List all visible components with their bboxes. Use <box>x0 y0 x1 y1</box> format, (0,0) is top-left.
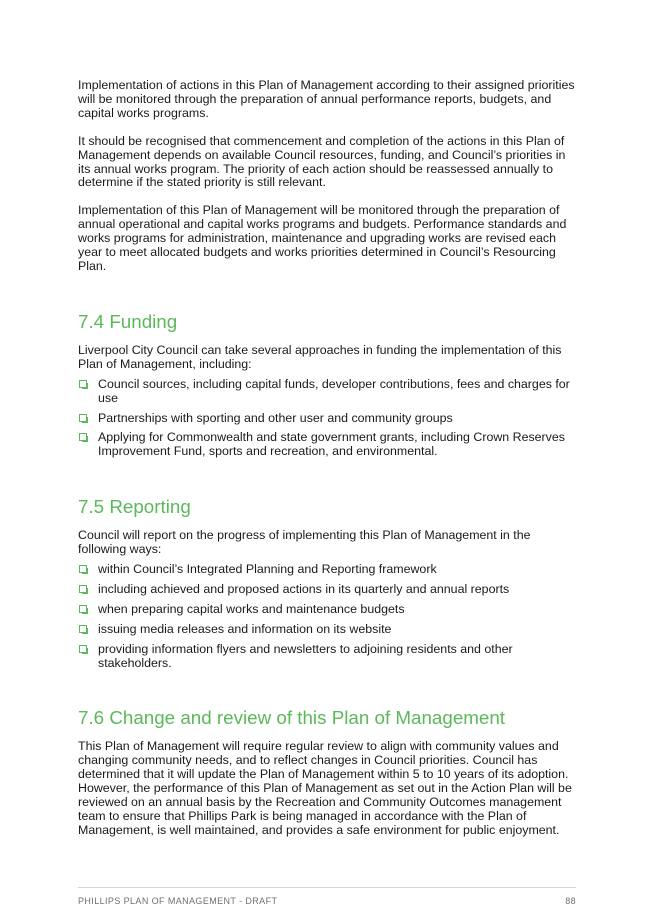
checkbox-square-icon <box>79 585 87 593</box>
list-item-text: providing information flyers and newsletters to adjoining residents and other stakeholders. <box>98 641 513 670</box>
list-item-text: including achieved and proposed actions in its quarterly and annual reports <box>98 581 510 596</box>
checkbox-square-icon <box>79 605 87 613</box>
list-item <box>78 412 578 426</box>
checkbox-square-icon <box>79 625 87 633</box>
checkbox-square-icon <box>79 414 87 422</box>
list-item <box>78 431 578 459</box>
list-item <box>78 378 578 406</box>
list-item-text: Applying for Commonwealth and state government grants, including Crown Reserves Improvement Fund, sports and recreation, and environmental. <box>98 430 565 459</box>
reporting-list <box>78 563 578 670</box>
checkbox-square-icon <box>79 565 87 573</box>
list-item <box>78 583 578 597</box>
list-item <box>78 563 578 577</box>
page-footer <box>78 887 576 906</box>
page-number: 88 <box>565 896 576 906</box>
reporting-intro: Council will report on the progress of implementing this Plan of Management in the following ways: <box>78 528 531 557</box>
section-heading-funding: 7.4 Funding <box>78 310 178 332</box>
list-item <box>78 643 578 671</box>
section-heading-change-review: 7.6 Change and review of this Plan of Management <box>78 707 506 729</box>
list-item-text: Council sources, including capital funds, developer contributions, fees and charges for use <box>98 376 570 405</box>
intro-paragraph-1: Implementation of actions in this Plan of Management according to their assigned priorities will be monitored through the preparation of annual performance reports, budgets, and capital works programs. <box>78 78 575 120</box>
intro-paragraph-3: Implementation of this Plan of Management will be monitored through the preparation of annual operational and capital works programs and budgets. Performance standards and works programs for administration, maintenance and upgrading works are revised each year to meet allocated budgets and works priorities determined in Council’s Resourcing Plan. <box>78 203 567 273</box>
list-item <box>78 603 578 617</box>
checkbox-square-icon <box>79 433 87 441</box>
funding-intro: Liverpool City Council can take several approaches in funding the implementation of this Plan of Management, including: <box>78 342 562 371</box>
footer-title: PHILLIPS PLAN OF MANAGEMENT - DRAFT <box>78 896 278 906</box>
list-item-text: when preparing capital works and maintenance budgets <box>98 601 405 616</box>
change-review-body: This Plan of Management will require regular review to align with community values and changing community needs, and to reflect changes in Council priorities. Council has determined that it will update the Plan of Management within 5 to 10 years of its adoption. However, the performance of this Plan of Management as set out in the Action Plan will be reviewed on an annual basis by the Recreation and Community Outcomes management team to ensure that Phillips Park is being managed in accordance with the Plan of Management, is well maintained, and provides a safe environment for public enjoyment. <box>78 739 572 837</box>
intro-paragraph-2: It should be recognised that commencement and completion of the actions in this Plan of Management depends on available Council resources, funding, and Council’s priorities in its annual works program. The priority of each action should be reassessed annually to determine if the stated priority is still relevant. <box>78 133 566 190</box>
checkbox-square-icon <box>79 645 87 653</box>
section-heading-reporting: 7.5 Reporting <box>78 496 191 518</box>
list-item-text: issuing media releases and information on its website <box>98 621 392 636</box>
funding-list <box>78 378 578 460</box>
list-item <box>78 623 578 637</box>
list-item-text: Partnerships with sporting and other user and community groups <box>98 410 453 425</box>
list-item-text: within Council’s Integrated Planning and Reporting framework <box>98 562 437 577</box>
checkbox-square-icon <box>79 380 87 388</box>
page-content <box>78 79 578 838</box>
